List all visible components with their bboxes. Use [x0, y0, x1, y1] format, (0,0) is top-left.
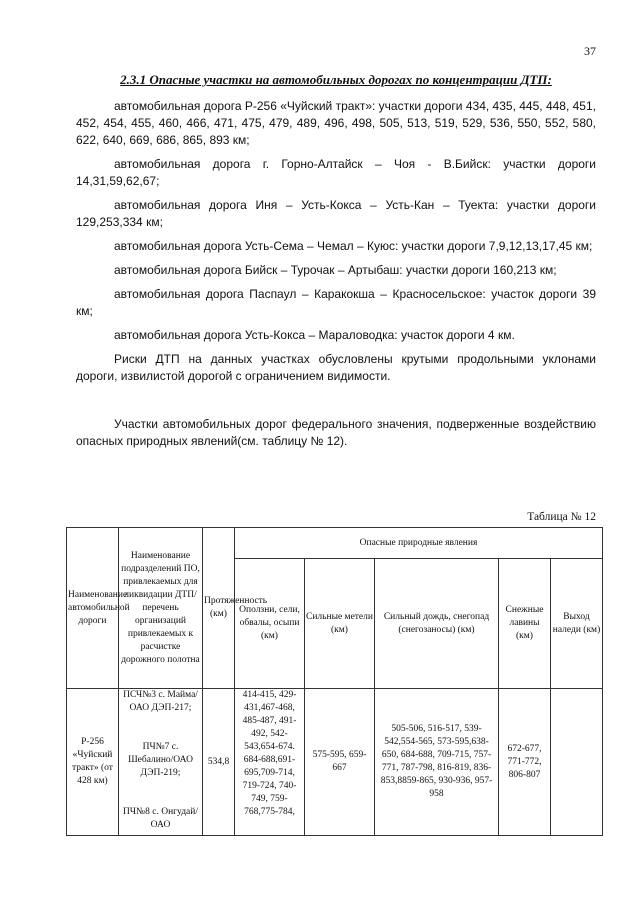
- unit-entry: ПЧ№8 с. Онгудай/ ОАО: [123, 807, 198, 830]
- paragraph: автомобильная дорога Усть-Сема – Чемал – Куюс: участки дороги 7,9,12,13,17,45 км;: [114, 239, 593, 253]
- cell-avalanches: [499, 689, 551, 836]
- header-icing: Выход наледи (км): [551, 559, 603, 689]
- table-row: [67, 689, 603, 836]
- table-caption: Таблица № 12: [527, 511, 596, 523]
- header-blizzards: Сильные метели (км): [305, 559, 375, 689]
- paragraph: автомобильная дорога Бийск – Турочак – Артыбаш: участки дороги 160,213 км;: [114, 263, 557, 277]
- header-units: Наименование подразделений ПО, привлекаемых для ликвидации ДТП/перечень организаций привлекаемых к расчистке дорожного полотна: [119, 528, 203, 689]
- body-text: [76, 98, 596, 457]
- road-name-text: Р-256 «Чуйский тракт» (от 428 км): [72, 737, 113, 786]
- table-header-row: [67, 528, 603, 559]
- cell-road-name: [67, 689, 119, 836]
- paragraph: автомобильная дорога Усть-Кокса – Мараловодка: участок дороги 4 км.: [114, 328, 515, 342]
- cell-heavy-rain: [375, 689, 499, 836]
- header-phenomena: Опасные природные явления: [235, 528, 603, 559]
- paragraph: Участки автомобильных дорог федерального значения, подверженные воздействию опасных природных явлений(см. таблицу № 12).: [76, 417, 596, 448]
- paragraph: автомобильная дорога Р-256 «Чуйский тракт»: участки дороги 434, 435, 445, 448, 451, 452, 454, 455, 460, 466, 471, 475, 479, 489, 496, 498, 505, 513, 519, 529, 536, 550, 552, 580, 622, 640, 669, 686, 865, 893 км;: [76, 99, 596, 147]
- paragraph: автомобильная дорога Иня – Усть-Кокса – Усть-Кан – Туекта: участки дороги 129,253,334 км;: [76, 198, 596, 229]
- cell-landslides: [235, 689, 305, 836]
- heavy-rain-text: 505-506, 516-517, 539-542,554-565, 573-595,638-650, 684-688, 709-715, 757-771, 787-798, 816-819, 836-853,8859-865, 930-936, 957-958: [380, 724, 493, 799]
- unit-entry: ПЧ№7 с. Шебалино/ОАО ДЭП-219;: [128, 742, 193, 778]
- cell-icing: [551, 689, 603, 836]
- header-avalanches: Снежные лавины (км): [499, 559, 551, 689]
- blizzards-text: 575-595, 659-667: [312, 750, 367, 773]
- avalanches-text: 672-677, 771-772, 806-807: [507, 743, 542, 780]
- header-road-name: Наименование автомобильной дороги: [67, 528, 119, 689]
- header-landslides: Оползни, сели, обвалы, осыпи (км): [235, 559, 305, 689]
- paragraph: автомобильная дорога г. Горно-Алтайск – Чоя - В.Бийск: участки дороги 14,31,59,62,67;: [76, 157, 596, 188]
- paragraph: автомобильная дорога Паспаул – Каракокша – Красносельское: участок дороги 39 км;: [76, 287, 596, 318]
- header-heavy-rain: Сильный дождь, снегопад (снегозаносы) (км): [375, 559, 499, 689]
- section-heading: 2.3.1 Опасные участки на автомобильных дорогах по концентрации ДТП:: [120, 72, 552, 87]
- paragraph: Риски ДТП на данных участках обусловлены крутыми продольными уклонами дороги, извилистой дорогой с ограничением видимости.: [76, 352, 596, 383]
- header-length: Протяженность (км): [203, 528, 235, 689]
- cell-length: [203, 689, 235, 836]
- hazard-table: [66, 527, 603, 836]
- cell-units: [119, 689, 203, 836]
- unit-entry: ПСЧ№3 с. Майма/ОАО ДЭП-217;: [123, 690, 198, 713]
- landslides-text: 414-415, 429-431,467-468, 485-487, 491-492, 542-543,654-674. 684-688,691-695,709-714, 719-724, 740-749, 759-768,775-784,: [242, 690, 297, 817]
- page-number: 37: [584, 44, 596, 58]
- length-text: 534,8: [207, 756, 230, 767]
- cell-blizzards: [305, 689, 375, 836]
